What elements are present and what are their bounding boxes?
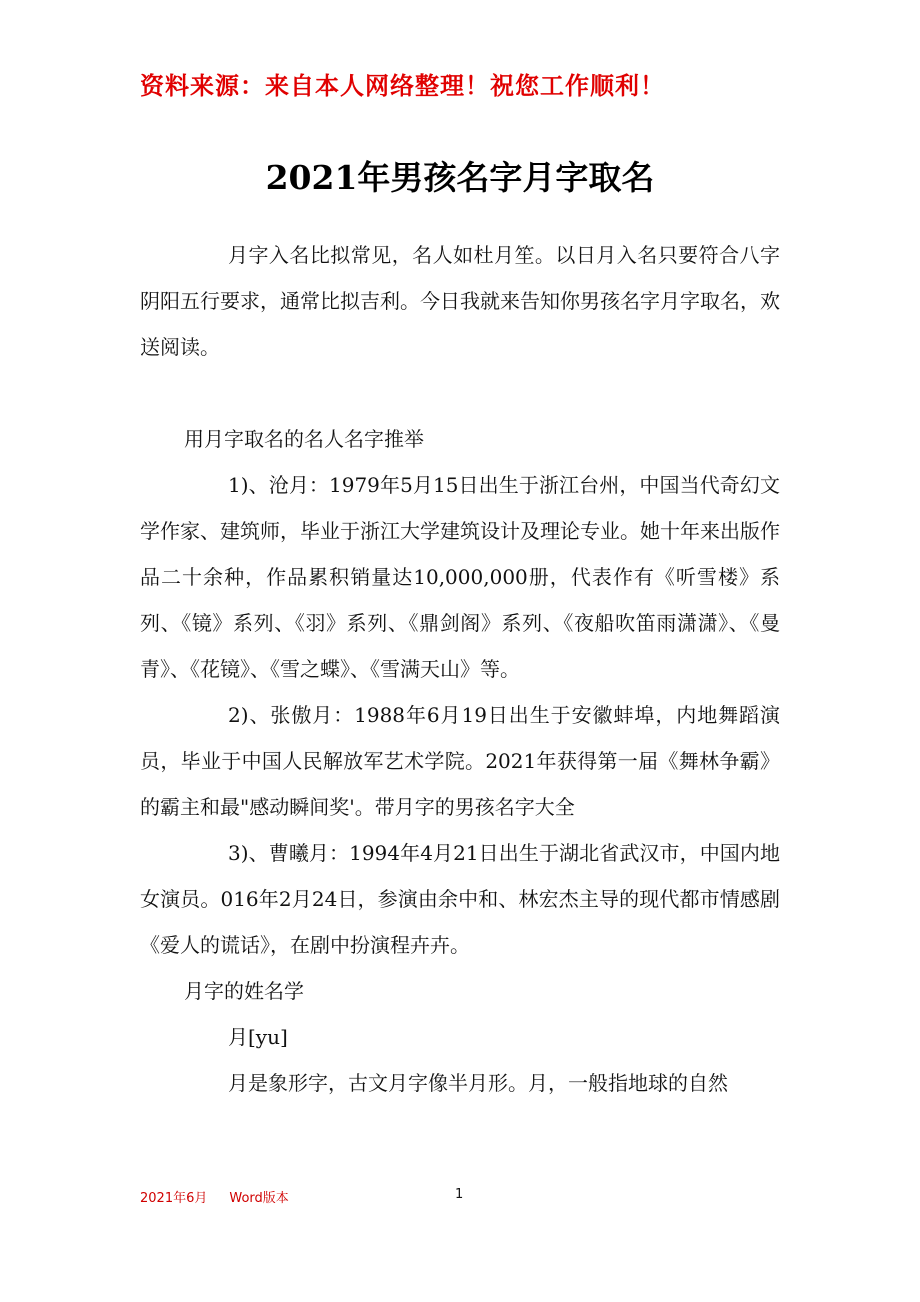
section-heading-celebrities: 用月字取名的名人名字推举 xyxy=(184,427,424,451)
footer-info xyxy=(140,1187,289,1206)
document-body xyxy=(140,232,780,1106)
celebrity-entry-3: 3)、曹曦月：1994年4月21日出生于湖北省武汉市，中国内地女演员。016年2月24日，参演由余中和、林宏杰主导的现代都市情感剧《爱人的谎话》，在剧中扮演程卉卉。 xyxy=(140,841,780,957)
footer-date: 2021年6月 xyxy=(140,1191,208,1206)
document-title: 2021年男孩名字月字取名 xyxy=(265,158,655,197)
celebrity-entry-1: 1)、沧月：1979年5月15日出生于浙江台州，中国当代奇幻文学作家、建筑师，毕业于浙江大学建筑设计及理论专业。她十年来出版作品二十余种，作品累积销量达10,000,000册，代表作有《听雪楼》系列、《镜》系列、《羽》系列、《鼎剑阁》系列、《夜船吹笛雨潇潇》、《曼青》、《花镜》、《雪之蝶》、《雪满天山》等。 xyxy=(140,473,780,681)
intro-paragraph: 月字入名比拟常见，名人如杜月笙。以日月入名只要符合八字阴阳五行要求，通常比拟吉利。今日我就来告知你男孩名字月字取名，欢送阅读。 xyxy=(140,243,780,359)
paragraph-spacer xyxy=(140,370,780,416)
source-note: 资料来源：来自本人网络整理！祝您工作顺利！ xyxy=(140,72,665,100)
character-explanation: 月是象形字，古文月字像半月形。月，一般指地球的自然 xyxy=(228,1071,728,1095)
footer-version: Word版本 xyxy=(229,1191,289,1206)
page-number: 1 xyxy=(455,1187,464,1202)
section-heading-onomastics: 月字的姓名学 xyxy=(184,979,304,1003)
character-pinyin: 月[yu] xyxy=(228,1025,288,1049)
celebrity-entry-2: 2)、张傲月：1988年6月19日出生于安徽蚌埠，内地舞蹈演员，毕业于中国人民解放军艺术学院。2021年获得第一届《舞林争霸》的霸主和最"感动瞬间奖'。带月字的男孩名字大全 xyxy=(140,703,780,819)
